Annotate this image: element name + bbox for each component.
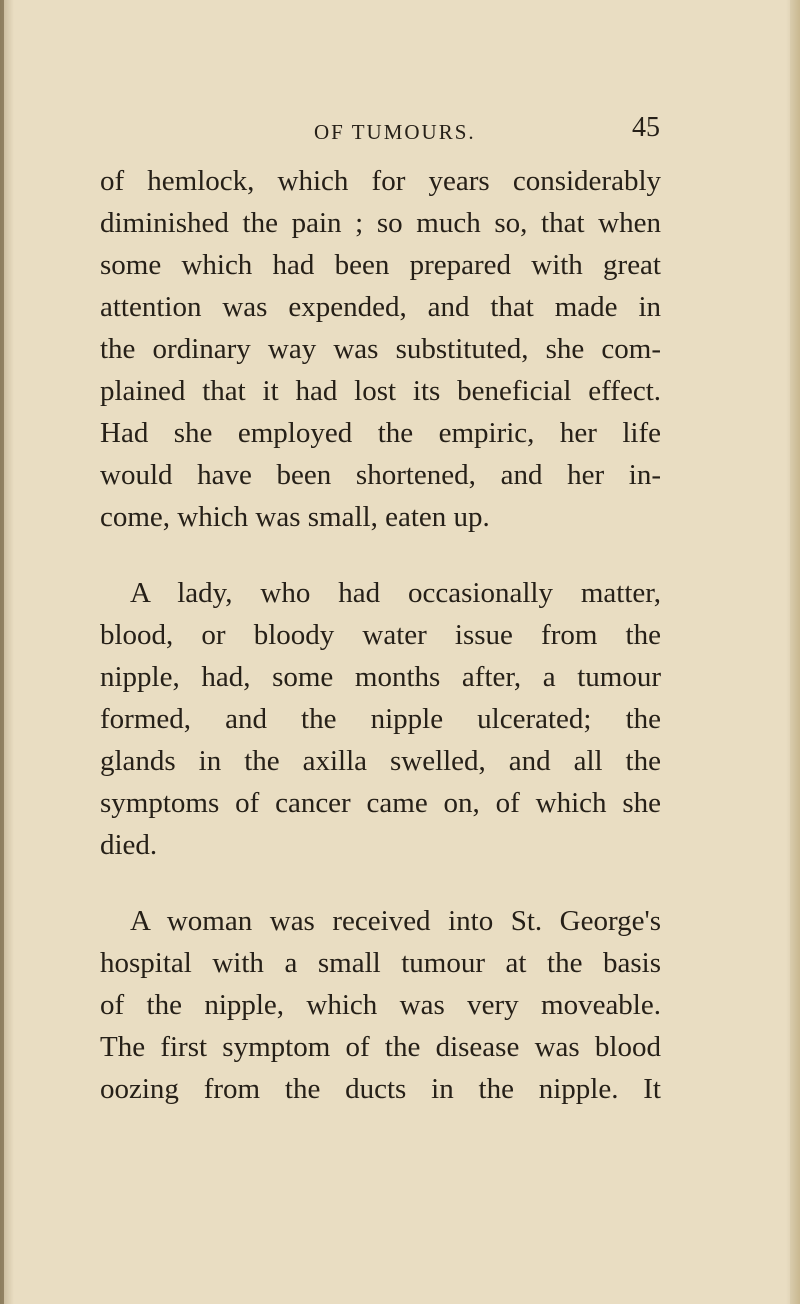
text-line: would have been shortened, and her in- [100,459,661,491]
text-line: come, which was small, eaten up. [100,501,490,533]
text-line: glands in the axilla swelled, and all the [100,745,661,777]
text-line: plained that it had lost its beneficial effect. [100,375,661,407]
text-line: of hemlock, which for years considerably [100,165,661,197]
text-line: of the nipple, which was very moveable. [100,989,661,1021]
text-line: formed, and the nipple ulcerated; the [100,703,661,735]
paragraph-1 [100,160,661,538]
page-gutter-shadow [0,0,4,1304]
text-line: Had she employed the empiric, her life [100,417,661,449]
running-head-title: OF TUMOURS. [314,120,476,144]
text-line: A lady, who had occasionally matter, [130,577,661,609]
page-edge [790,0,800,1304]
text-line: nipple, had, some months after, a tumour [100,661,661,693]
text-line: attention was expended, and that made in [100,291,661,323]
text-line: hospital with a small tumour at the basis [100,947,661,979]
body-text [100,160,661,1110]
text-line: The first symptom of the disease was blood [100,1031,661,1063]
text-line: some which had been prepared with great [100,249,661,281]
text-line: oozing from the ducts in the nipple. It [100,1073,661,1105]
page-number: 45 [632,112,660,143]
text-line: symptoms of cancer came on, of which she [100,787,661,819]
paragraph-2 [100,572,661,866]
text-line: blood, or bloody water issue from the [100,619,661,651]
text-line: died. [100,829,158,861]
paragraph-3 [100,900,661,1110]
text-line: A woman was received into St. George's [130,905,661,937]
text-line: the ordinary way was substituted, she com- [100,333,661,365]
running-head [100,112,660,152]
text-line: diminished the pain ; so much so, that when [100,207,661,239]
